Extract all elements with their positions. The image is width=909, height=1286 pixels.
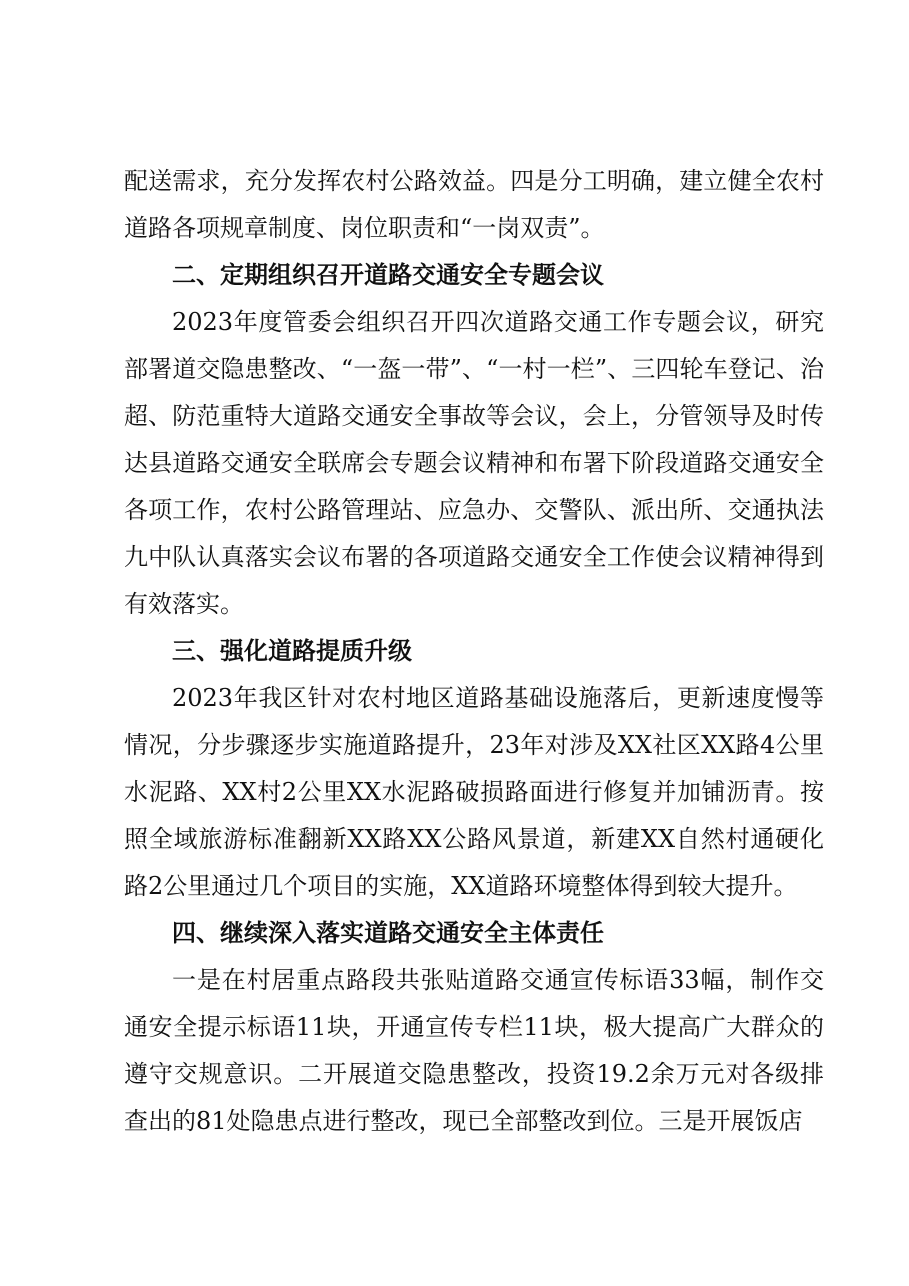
paragraph-section-2: 2023年度管委会组织召开四次道路交通工作专题会议，研究部署道交隐患整改、“一盔一带”、“一村一栏”、三四轮车登记、治超、防范重特大道路交通安全事故等会议，会上，分管领导及时传达县道路交通安全联席会专题会议精神和布署下阶段道路交通安全各项工作，农村公路管理站、应急办、交警队、派出所、交通执法九中队认真落实会议布署的各项道路交通安全工作使会议精神得到有效落实。 xyxy=(124,308,824,618)
paragraph-section-4: 一是在村居重点路段共张贴道路交通宣传标语33幅，制作交通安全提示标语11块，开通宣传专栏11块，极大提高广大群众的遵守交规意识。二开展道交隐患整改，投资19.2余万元对各级排查出的81处隐患点进行整改，现已全部整改到位。三是开展饭店 xyxy=(124,966,824,1135)
section-heading-3: 三、强化道路提质升级 xyxy=(172,637,412,665)
paragraph-continuation: 配送需求，充分发挥农村公路效益。四是分工明确，建立健全农村道路各项规章制度、岗位职责和“一岗双责”。 xyxy=(124,167,824,242)
paragraph-section-3: 2023年我区针对农村地区道路基础设施落后，更新速度慢等情况，分步骤逐步实施道路提升，23年对涉及XX社区XX路4公里水泥路、XX村2公里XX水泥路破损路面进行修复并加铺沥青。按照全域旅游标准翻新XX路XX公路风景道，新建XX自然村通硬化路2公里通过几个项目的实施，XX道路环境整体得到较大提升。 xyxy=(124,684,824,900)
section-heading-2: 二、定期组织召开道路交通安全专题会议 xyxy=(172,261,604,289)
section-heading-4: 四、继续深入落实道路交通安全主体责任 xyxy=(172,919,604,947)
document-body xyxy=(124,158,824,1145)
